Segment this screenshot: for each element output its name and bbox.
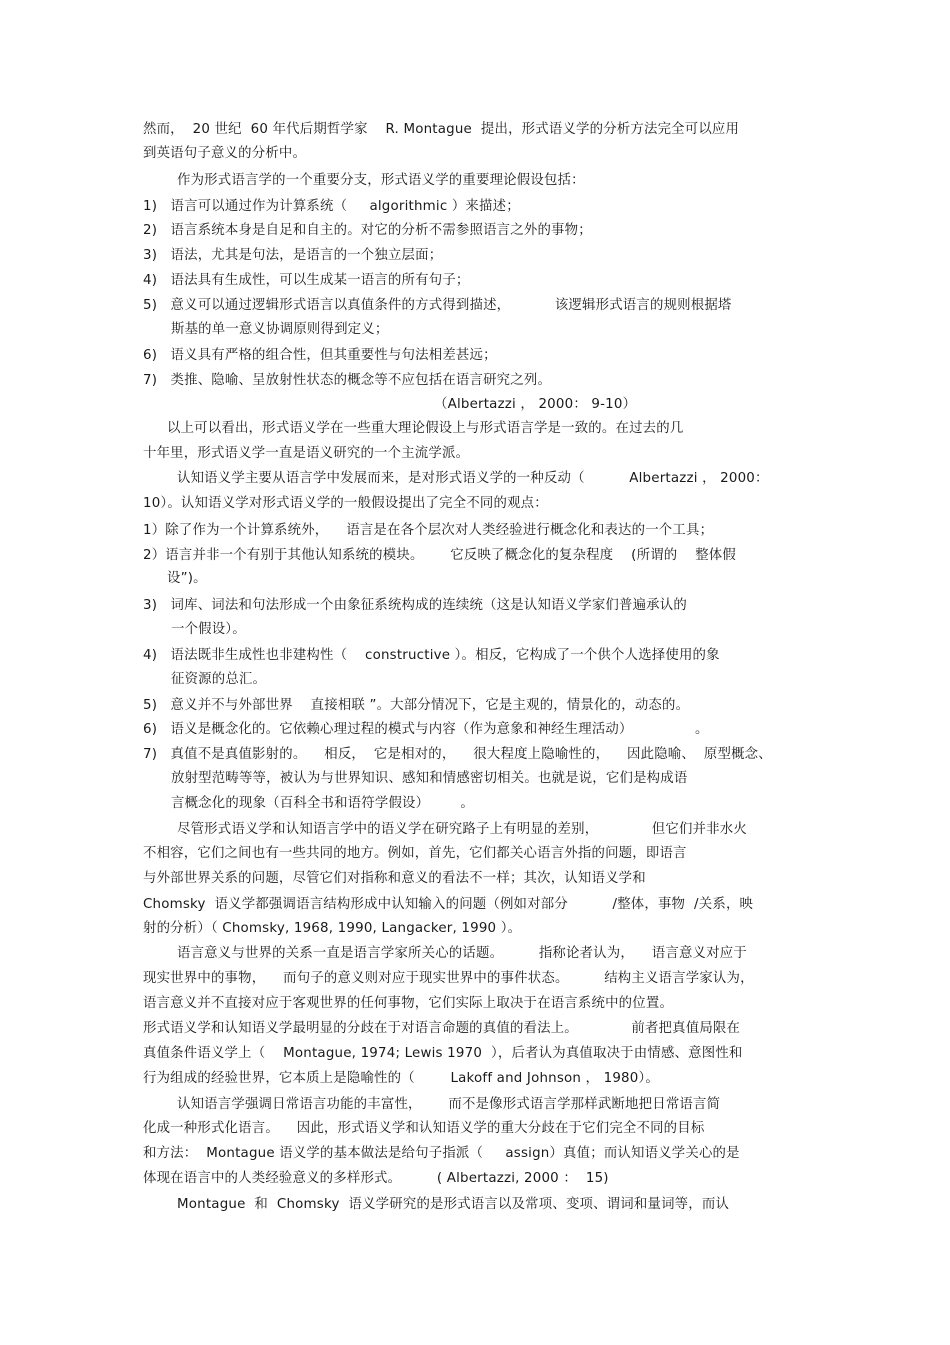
text-line: 2）语言并非一个有别于其他认知系统的模块。 它反映了概念化的复杂程度 (所谓的 整体假 bbox=[143, 548, 736, 563]
text-line: 言概念化的现象（百科全书和语符学假设） 。 bbox=[171, 796, 475, 811]
text-line: 尽管形式语义学和认知语言学中的语义学在研究路子上有明显的差别， 但它们并非水火 bbox=[177, 822, 747, 837]
text-line: 行为组成的经验世界，它本质上是隐喻性的（ Lakoff and Johnson ， 1980）。 bbox=[143, 1071, 659, 1086]
text-line: 4) 语法具有生成性，可以生成某一语言的所有句子； bbox=[143, 273, 470, 288]
text-line: 不相容，它们之间也有一些共同的地方。例如，首先，它们都关心语言外指的问题，即语言 bbox=[143, 846, 687, 861]
text-line: 语言意义与世界的关系一直是语言学家所关心的话题。 指称论者认为， 语言意义对应于 bbox=[177, 946, 747, 961]
text-line: 2) 语言系统本身是自足和自主的。对它的分析不需参照语言之外的事物； bbox=[143, 223, 592, 238]
text-line: 1）除了作为一个计算系统外， 语言是在各个层次对人类经验进行概念化和表达的一个工具； bbox=[143, 523, 714, 538]
text-line: 十年里，形式语义学一直是语义研究的一个主流学派。 bbox=[143, 446, 470, 461]
text-line: 认知语言学强调日常语言功能的丰富性， 而不是像形式语言学那样武断地把日常语言简 bbox=[177, 1097, 721, 1112]
text-line: 以上可以看出，形式语义学在一些重大理论假设上与形式语言学是一致的。在过去的几 bbox=[167, 421, 684, 436]
text-line: 射的分析）（ Chomsky, 1968, 1990, Langacker, 1990 ）。 bbox=[143, 921, 522, 936]
text-line: 形式语义学和认知语义学最明显的分歧在于对语言命题的真值的看法上。 前者把真值局限在 bbox=[143, 1021, 741, 1036]
text-line: 5) 意义可以通过逻辑形式语言以真值条件的方式得到描述， 该逻辑形式语言的规则根据塔 bbox=[143, 298, 732, 313]
text-line: 现实世界中的事物， 而句子的意义则对应于现实世界中的事件状态。 结构主义语言学家认为， bbox=[143, 971, 754, 986]
text-line: 真值条件语义学上（ Montague, 1974; Lewis 1970 ），后者认为真值取决于由情感、意图性和 bbox=[143, 1046, 743, 1061]
text-line: 7) 真值不是真值影射的。 相反， 它是相对的， 很大程度上隐喻性的， 因此隐喻、 原型概念、 bbox=[143, 747, 772, 762]
text-line: 然而， 20 世纪 60 年代后期哲学家 R. Montague 提出，形式语义学的分析方法完全可以应用 bbox=[143, 122, 740, 137]
text-line: 7) 类推、隐喻、呈放射性状态的概念等不应包括在语言研究之列。 bbox=[143, 373, 552, 388]
text-line: 征资源的总汇。 bbox=[171, 672, 267, 687]
text-line: 到英语句子意义的分析中。 bbox=[143, 146, 307, 161]
text-line: 1) 语言可以通过作为计算系统（ algorithmic ）来描述； bbox=[143, 199, 520, 214]
text-line: 斯基的单一意义协调原则得到定义； bbox=[171, 322, 389, 337]
text-line: 体现在语言中的人类经验意义的多样形式。 ( Albertazzi, 2000 ： 15) bbox=[143, 1171, 609, 1186]
text-line: 作为形式语言学的一个重要分支，形式语义学的重要理论假设包括： bbox=[177, 173, 585, 188]
text-line: 放射型范畴等等，被认为与世界知识、感知和情感密切相关。也就是说，它们是构成语 bbox=[171, 771, 688, 786]
text-line: 与外部世界关系的问题，尽管它们对指称和意义的看法不一样；其次，认知语义学和 bbox=[143, 871, 646, 886]
text-line: 设”)。 bbox=[167, 571, 207, 586]
text-line: Chomsky 语义学都强调语言结构形成中认知输入的问题（例如对部分 /整体，事物 /关系，映 bbox=[143, 897, 754, 912]
text-line: 认知语义学主要从语言学中发展而来，是对形式语义学的一种反动（ Albertazzi ， 2000： bbox=[177, 471, 769, 486]
text-line: 和方法： Montague 语义学的基本做法是给句子指派（ assign）真值；而认知语义学关心的是 bbox=[143, 1146, 740, 1161]
text-line: 一个假设）。 bbox=[171, 622, 246, 637]
text-line: 10）。认知语义学对形式语义学的一般假设提出了完全不同的观点： bbox=[143, 496, 548, 511]
citation: （Albertazzi ， 2000： 9-10） bbox=[434, 397, 637, 412]
text-line: 4) 语法既非生成性也非建构性（ constructive ）。相反，它构成了一个供个人选择使用的象 bbox=[143, 648, 720, 663]
text-line: 语言意义并不直接对应于客观世界的任何事物，它们实际上取决于在语言系统中的位置。 bbox=[143, 996, 674, 1011]
text-line: 3) 词库、词法和句法形成一个由象征系统构成的连续统（这是认知语义学家们普遍承认的 bbox=[143, 598, 687, 613]
text-line: 3) 语法，尤其是句法，是语言的一个独立层面； bbox=[143, 248, 443, 263]
text-line: 6) 语义是概念化的。它依赖心理过程的模式与内容（作为意象和神经生理活动） 。 bbox=[143, 722, 709, 737]
text-line: 6) 语义具有严格的组合性，但其重要性与句法相差甚远； bbox=[143, 348, 497, 363]
text-line: 化成一种形式化语言。 因此，形式语义学和认知语义学的重大分歧在于它们完全不同的目标 bbox=[143, 1121, 705, 1136]
text-line: 5) 意义并不与外部世界 直接相联 ”。大部分情况下，它是主观的，情景化的，动态的。 bbox=[143, 698, 690, 713]
text-line: Montague 和 Chomsky 语义学研究的是形式语言以及常项、变项、谓词和量词等，而认 bbox=[177, 1197, 730, 1212]
